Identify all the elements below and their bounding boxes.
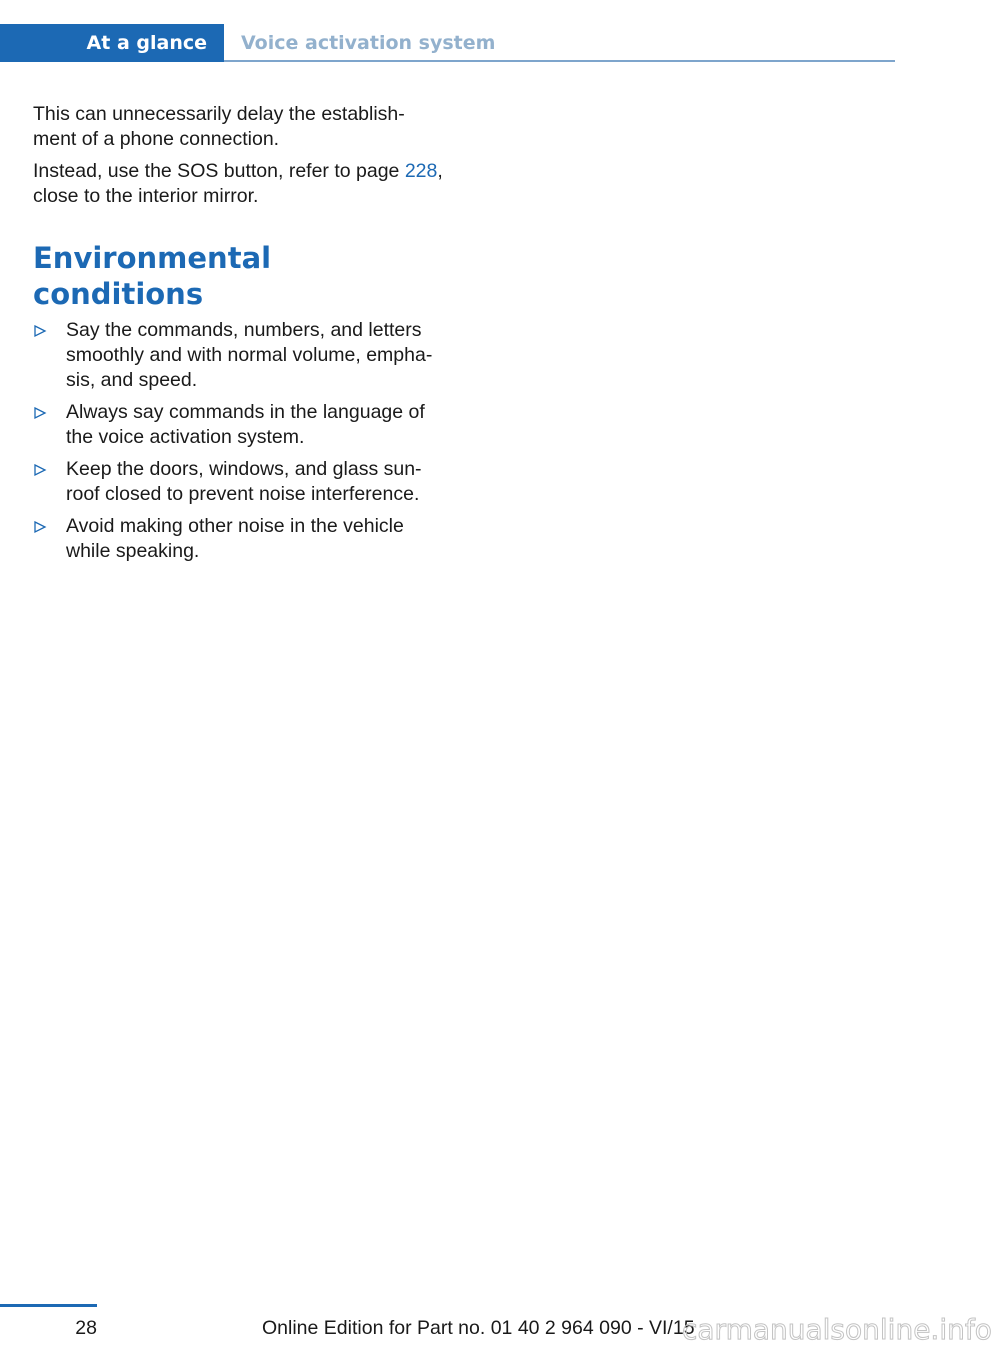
list-item-text: Keep the doors, windows, and glass sun‐ roof closed to prevent noise interference. <box>66 458 422 505</box>
list-item <box>33 514 448 564</box>
page-reference-link[interactable]: 228 <box>404 160 438 182</box>
edition-note: Online Edition for Part no. 01 40 2 964 090 - VI/15 <box>262 1317 695 1339</box>
page-body <box>33 102 448 571</box>
list-item-text: Avoid making other noise in the vehicle while speaking. <box>66 515 404 562</box>
list-item <box>33 457 448 507</box>
intro-paragraph-2 <box>33 159 448 209</box>
section-heading: Environmental conditions <box>33 241 272 311</box>
header-divider <box>224 60 895 62</box>
footer-divider <box>0 1304 97 1307</box>
intro-text-1: This can unnecessarily delay the establish‐ ment of a phone connection. <box>33 103 405 150</box>
watermark-text: carmanualsonline.info <box>682 1313 992 1346</box>
intro-text-2b: , close to the interior mirror. <box>33 160 443 207</box>
intro-paragraph-1 <box>33 102 448 152</box>
triangle-bullet-icon <box>33 318 49 343</box>
page-number: 28 <box>75 1317 97 1339</box>
conditions-list <box>33 318 448 564</box>
chapter-tab[interactable] <box>0 24 224 62</box>
list-item <box>33 400 448 450</box>
section-title <box>241 24 495 62</box>
list-item <box>33 318 448 393</box>
list-item-text: Say the commands, numbers, and letters smoothly and with normal volume, empha‐ sis, and speed. <box>66 319 433 391</box>
triangle-bullet-icon <box>33 457 49 482</box>
list-item-text: Always say commands in the language of the voice activation system. <box>66 401 425 448</box>
intro-text-2a: Instead, use the SOS button, refer to page <box>33 160 405 182</box>
section-title-label: Voice activation system <box>241 32 496 54</box>
chapter-tab-label: At a glance <box>86 32 207 54</box>
triangle-bullet-icon <box>33 514 49 539</box>
triangle-bullet-icon <box>33 400 49 425</box>
